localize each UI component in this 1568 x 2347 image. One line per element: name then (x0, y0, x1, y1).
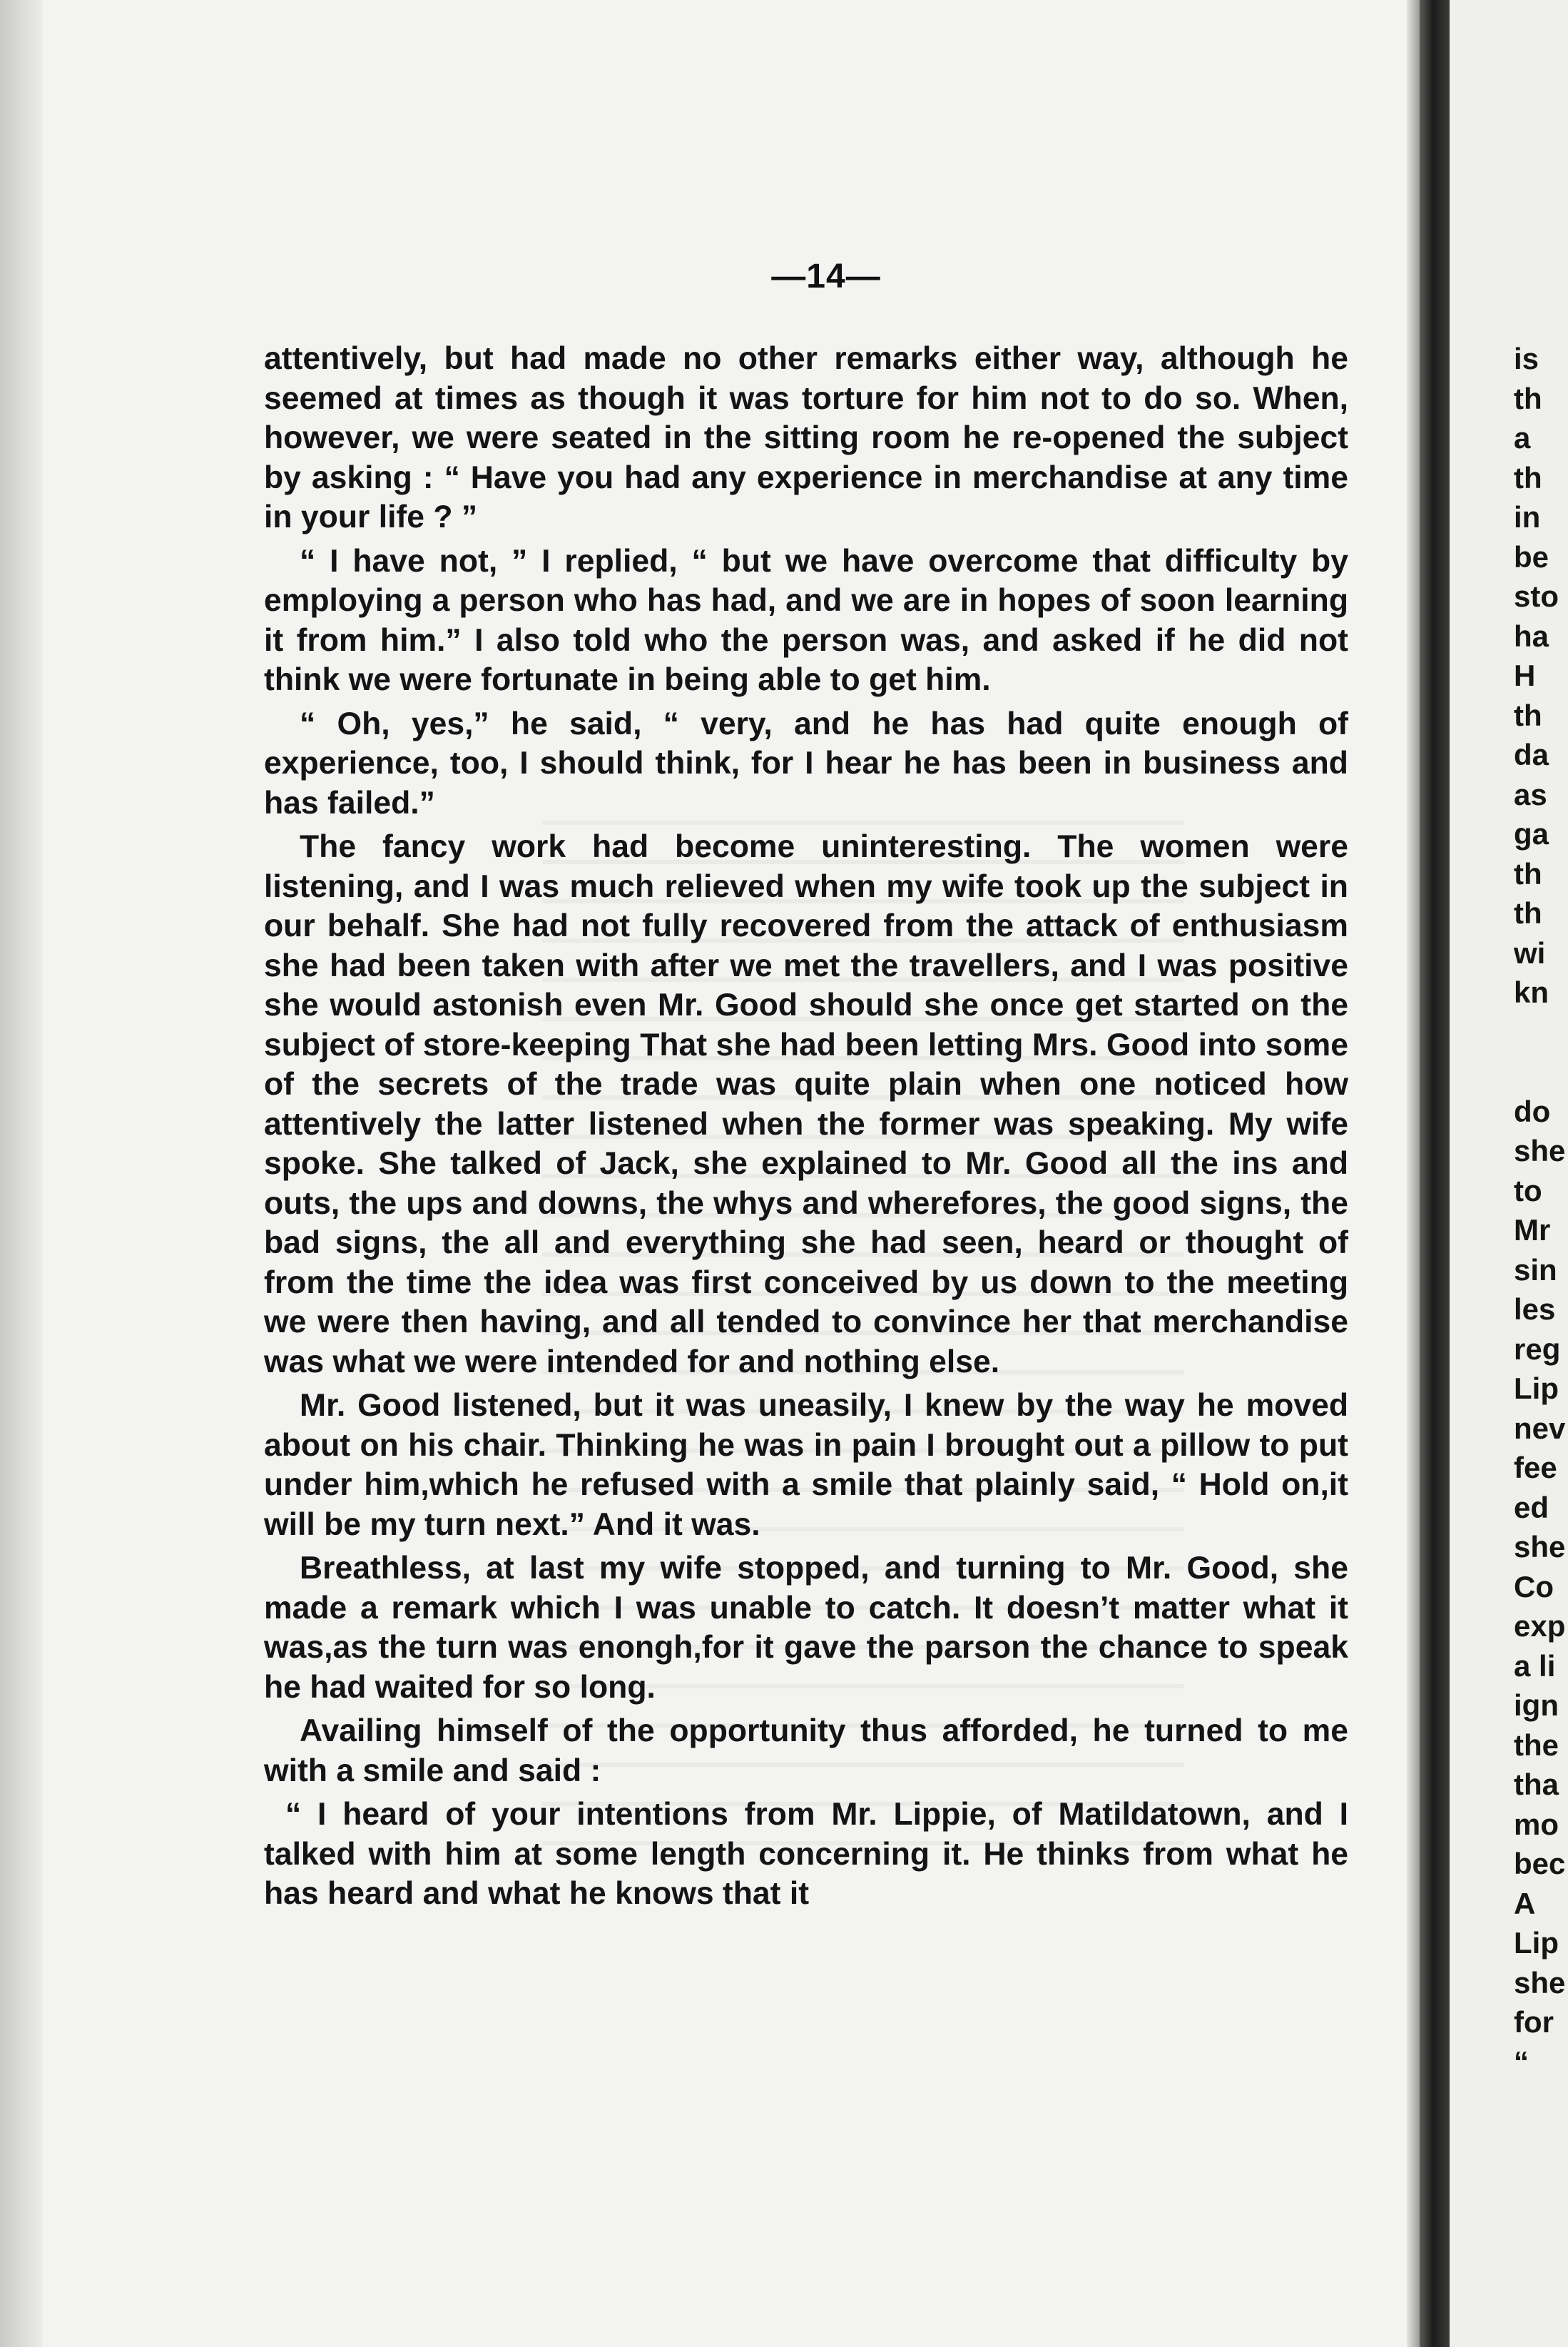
facing-line (1514, 1052, 1565, 1092)
facing-line: for (1514, 2005, 1554, 2039)
facing-line: kn (1514, 975, 1549, 1009)
facing-line: in (1514, 500, 1541, 534)
facing-line (1514, 1013, 1565, 1053)
facing-line: as (1514, 777, 1547, 811)
paragraph-6: Breathless, at last my wife stopped, and turning to Mr. Good, she made a remark which I was unable to catch. It doesn’t matter what it was,as the turn was enongh,for it gave the parson the chance to speak he had waited for so long. (264, 1551, 1348, 1705)
facing-line: to (1514, 1173, 1542, 1207)
binding-edge (1407, 0, 1420, 2347)
facing-line: tha (1514, 1768, 1559, 1801)
facing-line: wi (1514, 936, 1546, 970)
paragraph-8: “ I heard of your intentions from Mr. Lippie, of Matildatown, and I talked with him at some length concerning it. He thinks from what he has heard and what he knows that it (264, 1797, 1348, 1911)
facing-line: she (1514, 1530, 1566, 1563)
facing-line: Lip (1514, 1926, 1559, 1960)
facing-line: fee (1514, 1451, 1557, 1484)
facing-line: th (1514, 896, 1542, 930)
facing-line: les (1514, 1292, 1556, 1326)
facing-line: ha (1514, 619, 1549, 653)
facing-page-text (1514, 339, 1565, 2082)
facing-line: she (1514, 1134, 1566, 1167)
paragraph-2: “ I have not, ” I replied, “ but we have overcome that difficulty by employing a person who has had, and we are in hopes of soon learning it from him.” I also told who the person was, and asked if he did not think we were fortunate in being able to get him. (264, 543, 1348, 697)
facing-line: ed (1514, 1490, 1549, 1524)
page-number: —14— (771, 258, 881, 295)
facing-line: ign (1514, 1688, 1559, 1722)
facing-line: A (1514, 1886, 1536, 1920)
facing-line: bec (1514, 1847, 1566, 1880)
facing-line: th (1514, 460, 1542, 495)
facing-line: a (1514, 421, 1531, 455)
facing-line: Lip (1514, 1372, 1559, 1405)
facing-line: Mr (1514, 1213, 1551, 1247)
page-edge-shadow (0, 0, 43, 2347)
facing-line: H (1514, 659, 1536, 692)
facing-line: nev (1514, 1411, 1566, 1445)
facing-line: th (1514, 856, 1542, 891)
facing-line: do (1514, 1094, 1551, 1128)
facing-line: a li (1514, 1648, 1556, 1683)
body-text (264, 339, 1348, 1918)
facing-line: Co (1514, 1569, 1554, 1603)
book-gutter (1420, 0, 1450, 2347)
facing-line: ga (1514, 817, 1549, 851)
facing-line: the (1514, 1728, 1559, 1762)
facing-line: th (1514, 698, 1542, 732)
facing-line: exp (1514, 1609, 1566, 1643)
facing-line: is (1514, 342, 1539, 375)
paragraph-4: The fancy work had become uninteresting. The women were listening, and I was much relieved when my wife took up the subject in our behalf. She had not fully recovered from the attack of enthusiasm she had been taken with after we met the travellers, and I was positive she would astonish even Mr. Good should she once get started on the subject of store-keeping That she had been letting Mrs. Good into some of the secrets of the trade was quite plain when one noticed how attentively the latter listened when the former was speaking. My wife spoke. She talked of Jack, she explained to Mr. Good all the ins and outs, the ups and downs, the whys and wherefores, the good signs, the bad signs, the all and everything she had seen, heard or thought of from the time the idea was first conceived by us down to the meeting we were then having, and all tended to convince her that merchandise was what we were intended for and nothing else. (264, 829, 1348, 1379)
facing-line: reg (1514, 1332, 1561, 1366)
paragraph-5: Mr. Good listened, but it was uneasily, I knew by the way he moved about on his chair. Thinking he was in pain I brought out a pillow to put under him,which he refused with a smile that plainly said, “ Hold on,it will be my turn next.” And it was. (264, 1388, 1348, 1542)
facing-line: da (1514, 738, 1549, 771)
facing-line: be (1514, 539, 1549, 574)
facing-line: th (1514, 381, 1542, 415)
paragraph-7: Availing himself of the opportunity thus afforded, he turned to me with a smile and said : (264, 1713, 1348, 1788)
facing-line: “ (1514, 2044, 1529, 2079)
facing-line: mo (1514, 1807, 1559, 1841)
paragraph-3: “ Oh, yes,” he said, “ very, and he has had quite enough of experience, too, I should think, for I hear he has been in business and has failed.” (264, 706, 1348, 821)
paragraph-1: attentively, but had made no other remarks either way, although he seemed at times as though it was torture for him not to do so. When, however, we were seated in the sitting room he re-opened the subject by asking : “ Have you had any experience in merchandise at any time in your life ? ” (264, 341, 1348, 534)
facing-line: she (1514, 1965, 1566, 1999)
facing-line: sto (1514, 579, 1559, 613)
facing-line: sin (1514, 1252, 1557, 1287)
